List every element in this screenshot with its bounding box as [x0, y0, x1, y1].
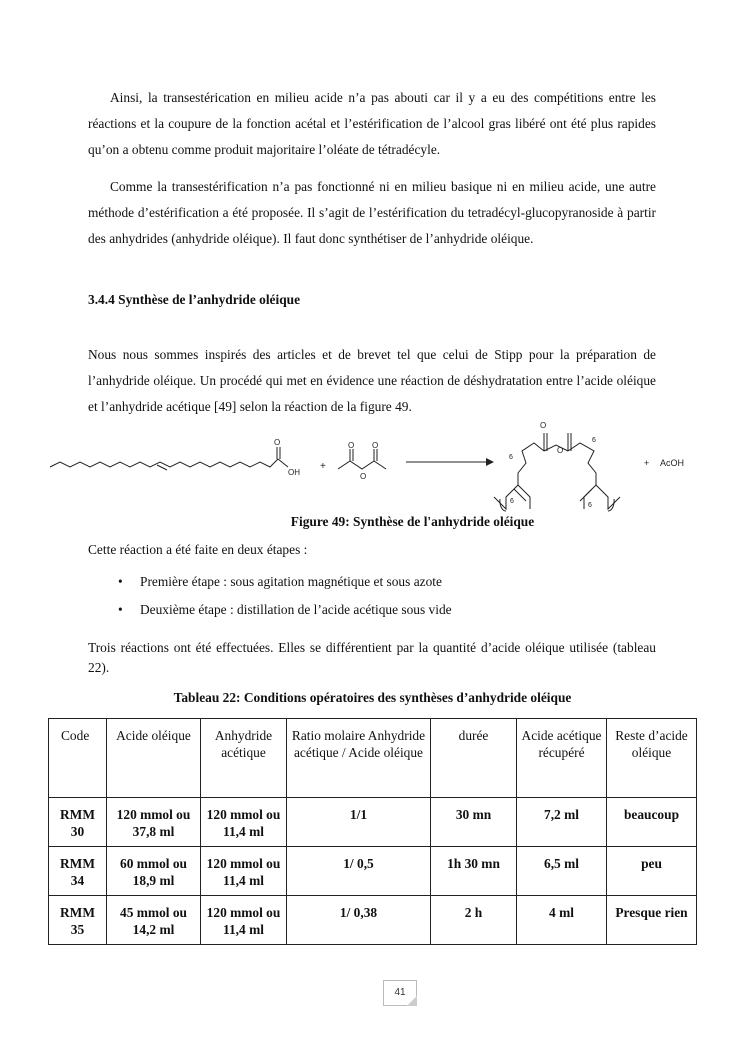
header-code: Code [49, 719, 107, 798]
svg-text:6: 6 [510, 498, 514, 505]
table-row [49, 896, 697, 945]
steps-list [118, 570, 452, 626]
page-curl-icon [407, 996, 417, 1006]
list-item: • Deuxième étape : distillation de l’acide acétique sous vide [118, 598, 452, 626]
paragraph-trois-reactions: Trois réactions ont été effectuées. Elles se différentient par la quantité d’acide oléique utilisée (tableau 22). [88, 640, 656, 675]
paragraph-deux-etapes: Cette réaction a été faite en deux étapes : [88, 542, 308, 557]
cell-ratio: 1/ 0,38 [287, 896, 431, 945]
cell-duree: 30 mn [431, 798, 517, 847]
cell-acide-acetique: 7,2 ml [517, 798, 607, 847]
cell-ratio: 1/1 [287, 798, 431, 847]
cell-acide-oleique: 120 mmol ou 37,8 ml [107, 798, 201, 847]
reaction-scheme [48, 415, 708, 515]
plus-sign-1: + [320, 461, 326, 472]
cell-anhydride-acetique: 120 mmol ou 11,4 ml [201, 896, 287, 945]
svg-text:O: O [360, 472, 367, 481]
cell-ratio: 1/ 0,5 [287, 847, 431, 896]
cell-acide-acetique: 4 ml [517, 896, 607, 945]
list-item: • Première étape : sous agitation magnétique et sous azote [118, 570, 452, 598]
acoh-label: AcOH [660, 458, 685, 468]
cell-code: RMM 30 [49, 798, 107, 847]
cell-reste: beaucoup [607, 798, 697, 847]
cell-acide-oleique: 60 mmol ou 18,9 ml [107, 847, 201, 896]
cell-code: RMM 35 [49, 896, 107, 945]
table-row [49, 847, 697, 896]
page-number [383, 980, 417, 1006]
header-anhydride-acetique: Anhydride acétique [201, 719, 287, 798]
header-ratio-molaire: Ratio molaire Anhydride acétique / Acide oléique [287, 719, 431, 798]
cell-acide-oleique: 45 mmol ou 14,2 ml [107, 896, 201, 945]
header-reste-acide-oleique: Reste d’acide oléique [607, 719, 697, 798]
paragraph-transesterification-acide: Ainsi, la transestérication en milieu acide n’a pas abouti car il y a eu des compétitions entre les réactions et la coupure de la fonction acétal et l’estérification de l’alcool gras libéré ont été plus rapides qu’on a obtenu comme produit majoritaire l’oléate de tétradécyle. [88, 90, 656, 157]
table-title: Tableau 22: Conditions opératoires des synthèses d’anhydride oléique [173, 690, 572, 705]
cell-anhydride-acetique: 120 mmol ou 11,4 ml [201, 847, 287, 896]
header-acide-oleique: Acide oléique [107, 719, 201, 798]
svg-text:6: 6 [592, 437, 596, 444]
figure-caption: Figure 49: Synthèse de l'anhydride oléique [290, 514, 535, 529]
svg-text:6: 6 [588, 502, 592, 509]
cell-anhydride-acetique: 120 mmol ou 11,4 ml [201, 798, 287, 847]
cell-duree: 1h 30 mn [431, 847, 517, 896]
plus-sign-2: + [644, 458, 650, 468]
cell-code: RMM 34 [49, 847, 107, 896]
conditions-table [48, 718, 697, 945]
svg-text:O: O [372, 441, 379, 450]
acetic-anhydride-skeleton [338, 461, 386, 469]
cell-acide-acetique: 6,5 ml [517, 847, 607, 896]
svg-text:O: O [557, 446, 564, 455]
cell-reste: peu [607, 847, 697, 896]
page-number-label: 41 [394, 987, 406, 998]
header-acide-acetique-recupere: Acide acétique récupéré [517, 719, 607, 798]
svg-text:O: O [348, 441, 355, 450]
cell-reste: Presque rien [607, 896, 697, 945]
oleic-anhydride-left-chain [518, 443, 544, 485]
svg-text:6: 6 [509, 454, 513, 461]
paragraph-autre-methode: Comme la transestérification n’a pas fonctionné ni en milieu basique ni en milieu acide, une autre méthode d’estérification a été proposée. Il s’agit de l’estérification du tetradécyl-glucopyranoside à partir des anhydrides (anhydride oléique). Il faut donc synthétiser de l’anhydride oléique. [88, 179, 656, 246]
table-header-row [49, 719, 697, 798]
paragraph-stipp: Nous nous sommes inspirés des articles et de brevet tel que celui de Stipp pour la préparation de l’anhydride oléique. Un procédé qui met en évidence une réaction de déshydratation entre l’acide oléique et l’anhydride acétique [49] selon la réaction de la figure 49. [88, 347, 656, 414]
hydroxyl-label: OH [288, 468, 300, 477]
section-heading: 3.4.4 Synthèse de l’anhydride oléique [88, 292, 301, 307]
header-duree: durée [431, 719, 517, 798]
svg-text:O: O [540, 421, 547, 430]
oxygen-label: O [274, 438, 281, 447]
cell-duree: 2 h [431, 896, 517, 945]
table-row [49, 798, 697, 847]
